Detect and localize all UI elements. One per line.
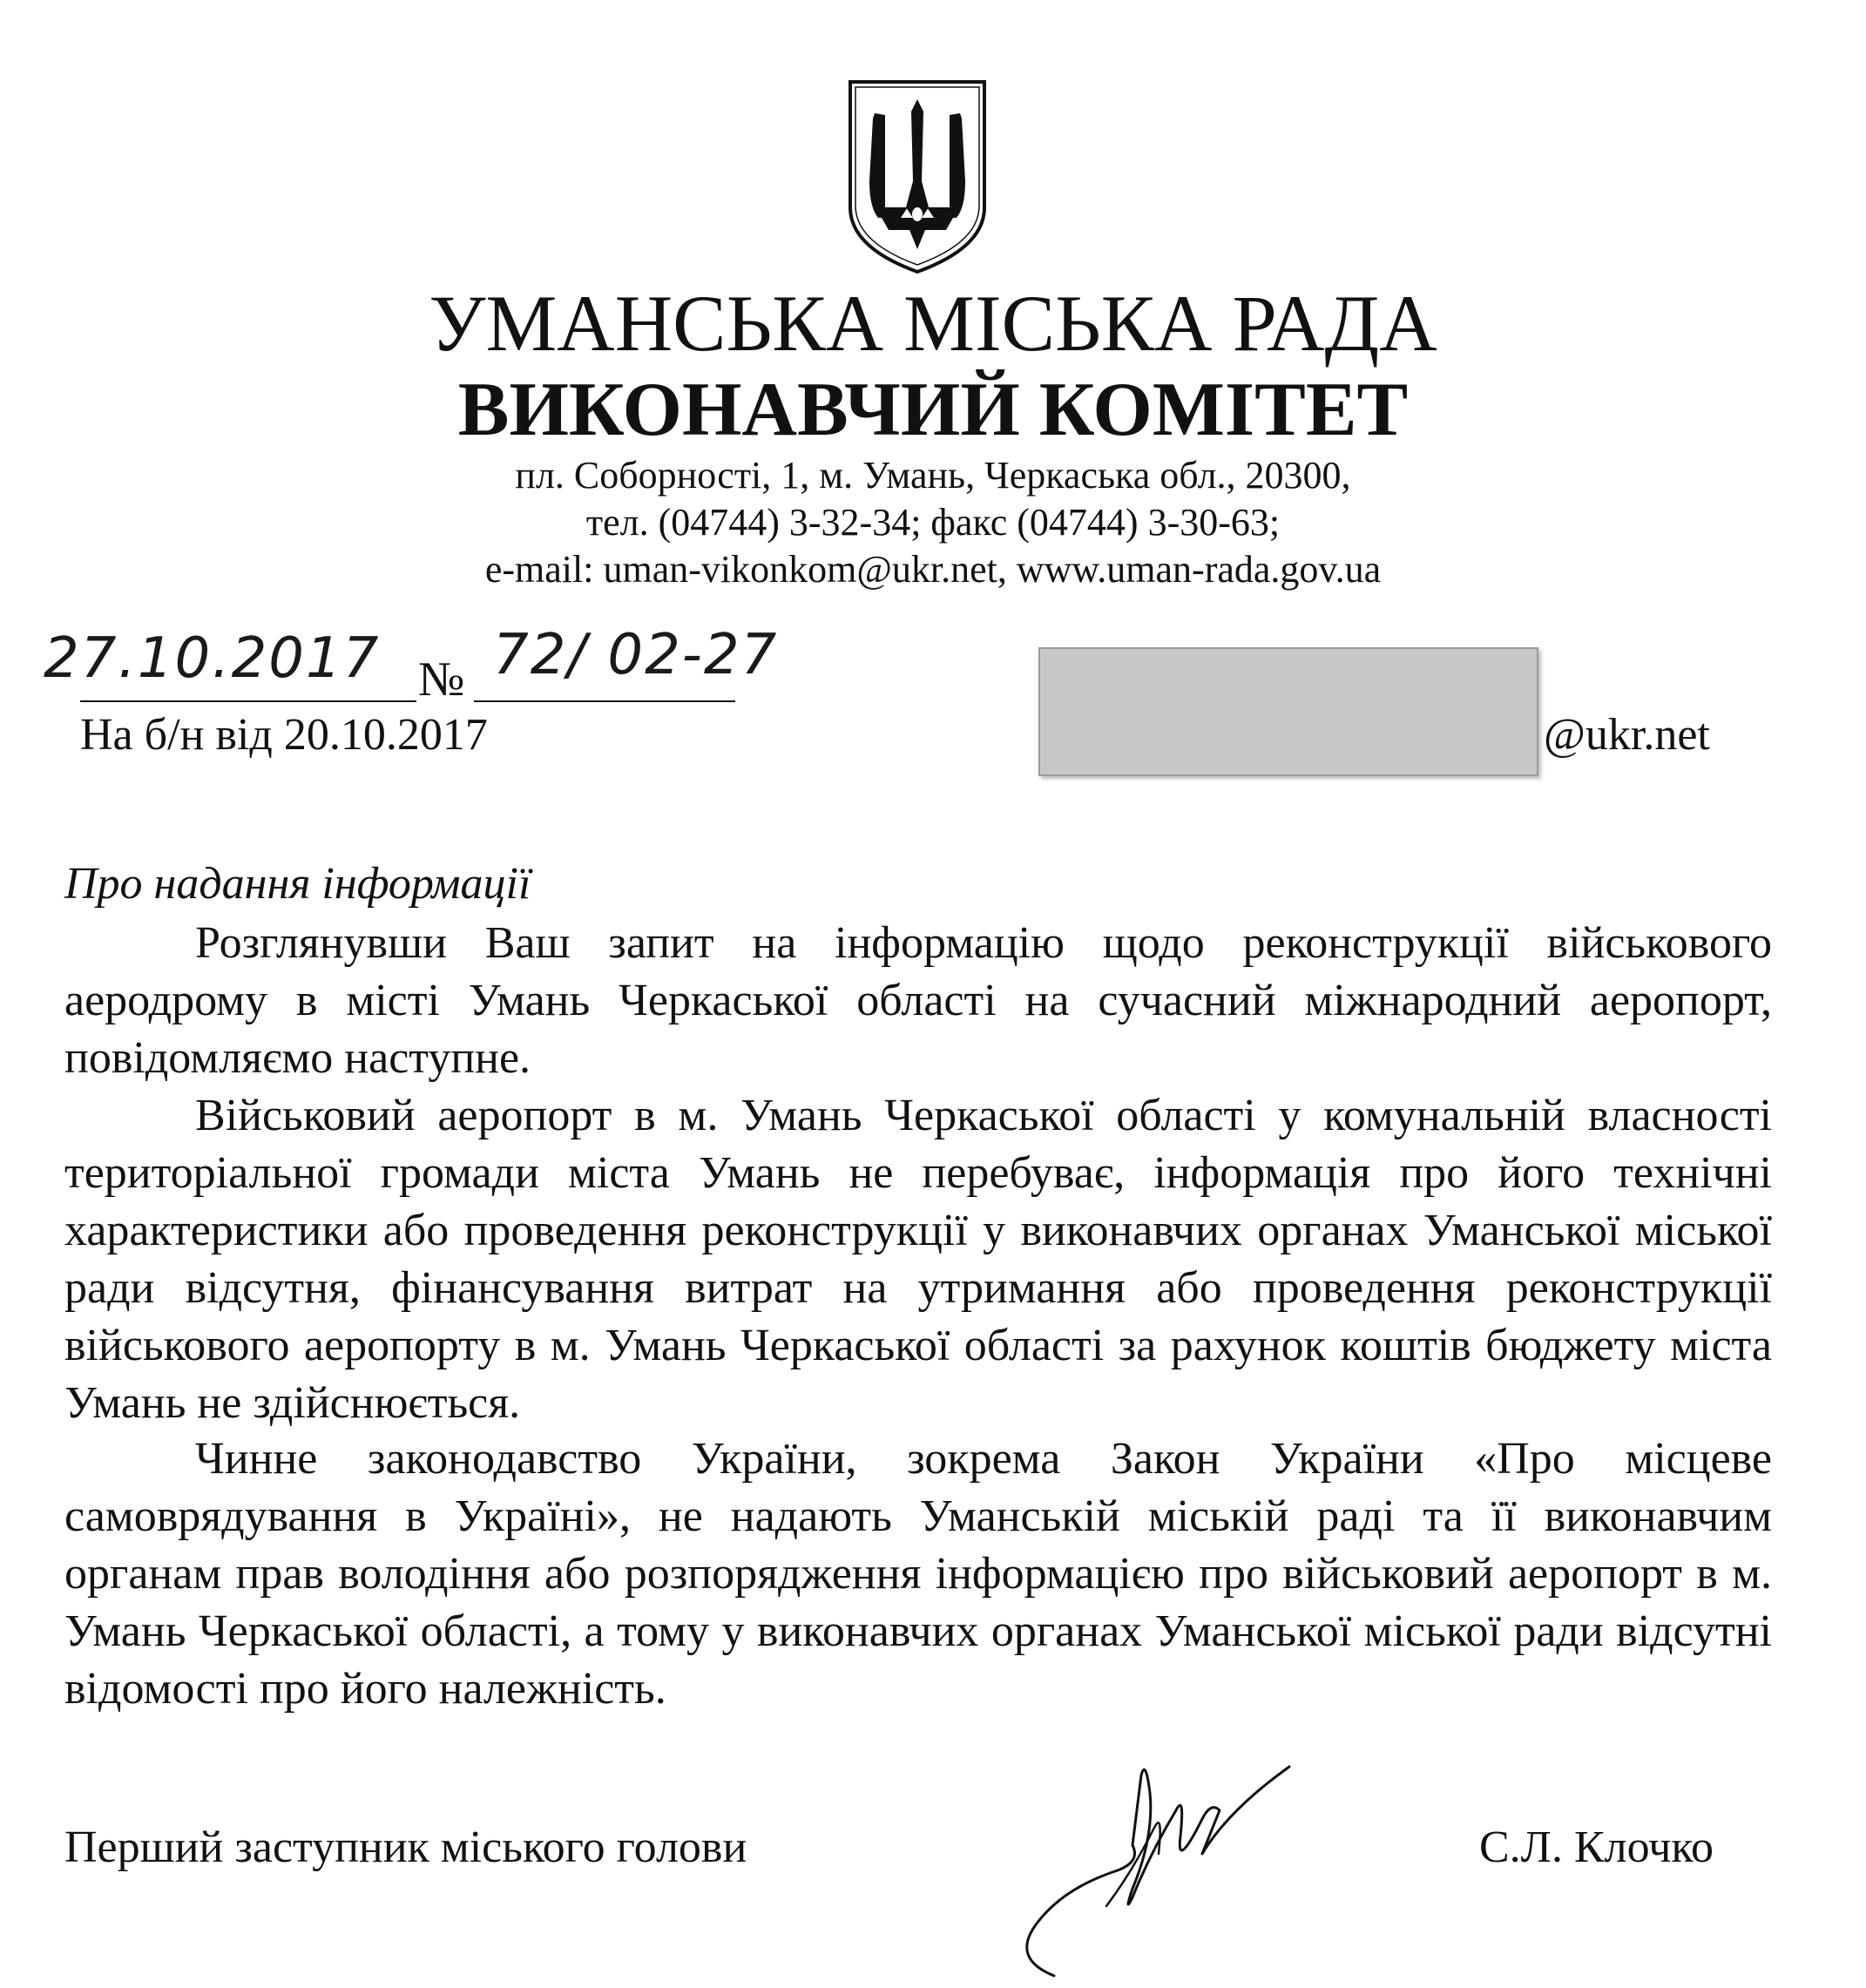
signer-position: Перший заступник міського голови xyxy=(64,1822,747,1872)
address-line-1: пл. Соборності, 1, м. Умань, Черкаська обл., 20300, xyxy=(515,454,1351,497)
letter-subject: Про надання інформації xyxy=(64,859,531,909)
coat-of-arms-icon xyxy=(843,77,991,277)
address-line-2: тел. (04744) 3-32-34; факс (04744) 3-30-63; xyxy=(585,501,1281,544)
number-underline xyxy=(474,700,735,702)
body-paragraph-3: Чинне законодавство України, зокрема Закон України «Про місцеве самоврядування в Україні», не надають Уманській міській раді та її виконавчим органам прав володіння або розпорядження інформацією про військовий аеропорт в м. Умань Черкаської області, а тому у виконавчих органах Уманської міської ради відсутні відомості про його належність. xyxy=(64,1434,1772,1714)
number-sign: № xyxy=(418,653,465,707)
body-paragraph-1: Розглянувши Ваш запит на інформацію щодо реконструкції військового аеродрому в місті Умань Черкаської області на сучасний міжнародний аеропорт, повідомляємо наступне. xyxy=(64,918,1772,1083)
signer-name: С.Л. Клочко xyxy=(1479,1822,1714,1872)
date-underline xyxy=(80,700,416,702)
body-paragraph-2: Військовий аеропорт в м. Умань Черкаської області у комунальній власності територіальної громади міста Умань не перебуває, інформація про його технічні характеристики або проведення реконструкції у виконавчих органах Уманської міської ради відсутня, фінансування витрат на утримання або проведення реконструкції військового аеропорту в м. Умань Черкаської області за рахунок коштів бюджету міста Умань не здійснюється. xyxy=(64,1091,1772,1428)
address-line-3: e-mail: uman-vikonkom@ukr.net, www.uman-rada.gov.ua xyxy=(484,548,1382,591)
org-name: УМАНСЬКА МІСЬКА РАДА xyxy=(429,279,1437,368)
recipient-email-suffix: @ukr.net xyxy=(1544,710,1710,760)
handwritten-signature-icon xyxy=(1002,1741,1298,1985)
department-name: ВИКОНАВЧИЙ КОМІТЕТ xyxy=(457,368,1409,452)
redacted-recipient xyxy=(1038,647,1538,776)
registration-number: 72/ 02-27 xyxy=(493,623,779,687)
registration-date: 27.10.2017 xyxy=(44,626,381,691)
reply-reference: На б/н від 20.10.2017 xyxy=(80,710,488,760)
